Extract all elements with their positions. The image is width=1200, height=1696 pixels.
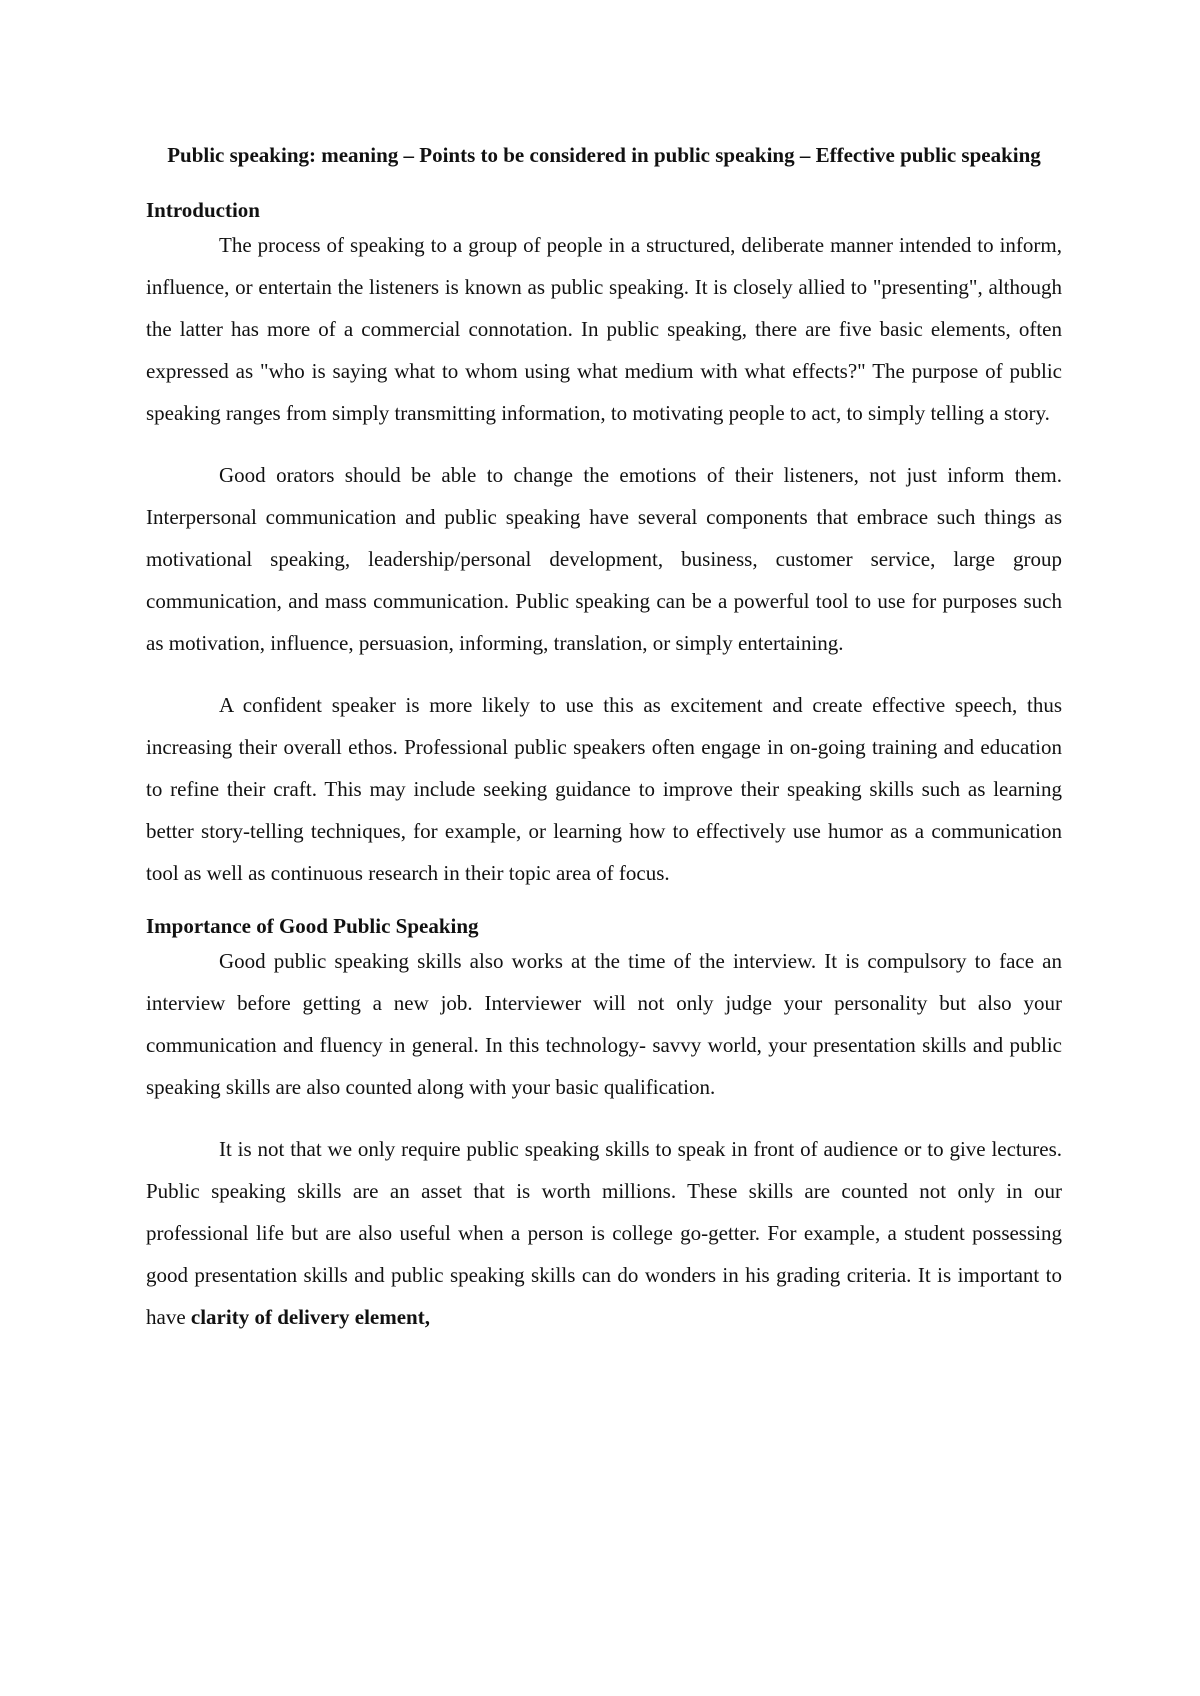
- paragraph-text: It is not that we only require public speaking skills to speak in front of audience or to give lectures. Public speaking skills are an asset that is worth millions. These skills are counted not only in our professional life but are also useful when a person is college go-getter. For example, a student possessing good presentation skills and public speaking skills can do wonders in his grading criteria. It is important to have: [146, 1137, 1062, 1329]
- section-heading-importance: Importance of Good Public Speaking: [146, 914, 479, 938]
- paragraph: Good public speaking skills also works at the time of the interview. It is compulsory to face an interview before getting a new job. Interviewer will not only judge your personality but also your communication and fluency in general. In this technology- savvy world, your presentation skills and public speaking skills are also counted along with your basic qualification.: [146, 949, 1062, 1099]
- document-title: Public speaking: meaning – Points to be considered in public speaking – Effective public speaking: [167, 143, 1041, 167]
- paragraph: The process of speaking to a group of people in a structured, deliberate manner intended to inform, influence, or entertain the listeners is known as public speaking. It is closely allied to "presenting", although the latter has more of a commercial connotation. In public speaking, there are five basic elements, often expressed as "who is saying what to whom using what medium with what effects?" The purpose of public speaking ranges from simply transmitting information, to motivating people to act, to simply telling a story.: [146, 233, 1062, 425]
- paragraph: A confident speaker is more likely to use this as excitement and create effective speech, thus increasing their overall ethos. Professional public speakers often engage in on-going training and education to refine their craft. This may include seeking guidance to improve their speaking skills such as learning better story-telling techniques, for example, or learning how to effectively use humor as a communication tool as well as continuous research in their topic area of focus.: [146, 693, 1062, 885]
- document-page: [146, 140, 1062, 1338]
- paragraph: Good orators should be able to change the emotions of their listeners, not just inform them. Interpersonal communication and public speaking have several components that embrace such things as motivational speaking, leadership/personal development, business, customer service, large group communication, and mass communication. Public speaking can be a powerful tool to use for purposes such as motivation, influence, persuasion, informing, translation, or simply entertaining.: [146, 463, 1062, 655]
- section-heading-introduction: Introduction: [146, 198, 260, 222]
- paragraph-with-emphasis: [146, 1128, 1062, 1338]
- bold-emphasis: clarity of delivery element,: [190, 1305, 430, 1329]
